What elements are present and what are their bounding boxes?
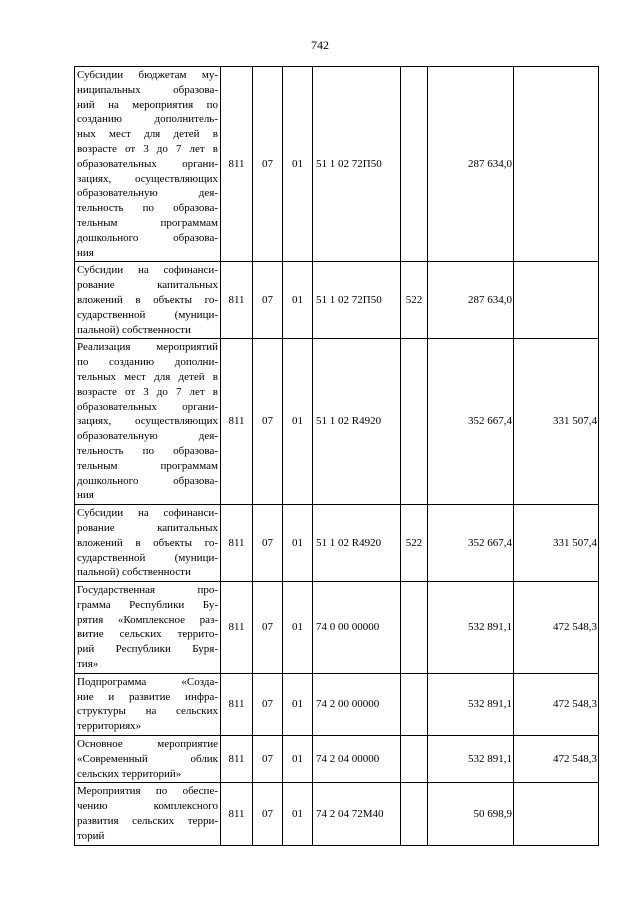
row-name-cell: [75, 339, 221, 505]
subsection-cell: 01: [283, 262, 313, 339]
row-name-line: структуры на сельских: [77, 705, 218, 718]
subsection-cell: 01: [283, 582, 313, 674]
target-article-cell: 74 2 00 00000: [313, 673, 401, 735]
amount-2-cell: 331 507,4: [514, 505, 599, 582]
subsection-cell: 01: [283, 736, 313, 783]
target-article-cell: 51 1 02 R4920: [313, 505, 401, 582]
row-name-line: торий: [77, 829, 105, 842]
section-cell: 07: [253, 67, 283, 262]
amount-2-cell: [514, 67, 599, 262]
grbs-cell: 811: [221, 67, 253, 262]
row-name-line: образовательных органи-: [77, 400, 218, 413]
target-article-cell: 74 2 04 00000: [313, 736, 401, 783]
amount-2-cell: 331 507,4: [514, 339, 599, 505]
grbs-cell: 811: [221, 673, 253, 735]
row-name-cell: [75, 505, 221, 582]
grbs-cell: 811: [221, 339, 253, 505]
amount-2-cell: [514, 262, 599, 339]
row-name-line: вложений в объекты го-: [77, 293, 218, 306]
amount-2-cell: 472 548,3: [514, 673, 599, 735]
row-name-line: ных мест для детей в: [77, 128, 218, 141]
page-number: 742: [311, 38, 329, 52]
amount-1-cell: 287 634,0: [428, 262, 514, 339]
target-article-cell: 51 1 02 72П50: [313, 67, 401, 262]
row-name-line: сельских территорий»: [77, 767, 182, 780]
budget-table: [74, 66, 599, 846]
grbs-cell: 811: [221, 783, 253, 845]
row-name-cell: [75, 262, 221, 339]
subsection-cell: 01: [283, 673, 313, 735]
expense-type-cell: [401, 736, 428, 783]
amount-1-cell: 532 891,1: [428, 673, 514, 735]
row-name-line: Подпрограмма «Созда-: [77, 675, 218, 688]
budget-table-body: [75, 67, 599, 846]
expense-type-cell: [401, 582, 428, 674]
row-name-cell: [75, 582, 221, 674]
expense-type-cell: [401, 783, 428, 845]
section-cell: 07: [253, 505, 283, 582]
row-name-line: пальной) собственности: [77, 323, 191, 336]
target-article-cell: 51 1 02 72П50: [313, 262, 401, 339]
amount-2-cell: 472 548,3: [514, 582, 599, 674]
row-name-line: зациях, осуществляющих: [77, 415, 218, 428]
row-name-line: «Современный облик: [77, 752, 218, 765]
target-article-cell: 74 2 04 72М40: [313, 783, 401, 845]
table-row: [75, 339, 599, 505]
table-row: [75, 783, 599, 845]
table-row: [75, 67, 599, 262]
row-name-line: территориях»: [77, 720, 142, 733]
row-name-line: тельных мест для детей в: [77, 370, 218, 383]
row-name-line: рование капитальных: [77, 521, 218, 534]
table-row: [75, 262, 599, 339]
grbs-cell: 811: [221, 582, 253, 674]
table-row: [75, 505, 599, 582]
row-name-line: рование капитальных: [77, 279, 218, 292]
section-cell: 07: [253, 339, 283, 505]
section-cell: 07: [253, 262, 283, 339]
row-name-line: возрасте от 3 до 7 лет в: [77, 142, 218, 155]
expense-type-cell: [401, 67, 428, 262]
row-name-line: зациях, осуществляющих: [77, 172, 218, 185]
row-name-line: грамма Республики Бу-: [77, 598, 218, 611]
amount-1-cell: 352 667,4: [428, 505, 514, 582]
grbs-cell: 811: [221, 262, 253, 339]
row-name-line: рятия «Комплексное раз-: [77, 613, 218, 626]
row-name-line: возрасте от 3 до 7 лет в: [77, 385, 218, 398]
row-name-line: ния: [77, 246, 94, 259]
amount-1-cell: 532 891,1: [428, 736, 514, 783]
row-name-line: Основное мероприятие: [77, 738, 218, 751]
table-row: [75, 736, 599, 783]
row-name-line: Субсидии на софинанси-: [77, 507, 218, 520]
row-name-cell: [75, 736, 221, 783]
row-name-line: Мероприятия по обеспе-: [77, 785, 218, 798]
amount-2-cell: 472 548,3: [514, 736, 599, 783]
row-name-line: по созданию дополни-: [77, 356, 218, 369]
row-name-line: образовательных органи-: [77, 157, 218, 170]
row-name-line: Реализация мероприятий: [77, 341, 218, 354]
expense-type-cell: [401, 673, 428, 735]
row-name-line: тельность по образова-: [77, 202, 218, 215]
expense-type-cell: [401, 339, 428, 505]
row-name-cell: [75, 673, 221, 735]
section-cell: 07: [253, 673, 283, 735]
subsection-cell: 01: [283, 505, 313, 582]
row-name-line: ний на мероприятия по: [77, 98, 218, 111]
row-name-line: образовательную дея-: [77, 430, 218, 443]
amount-1-cell: 287 634,0: [428, 67, 514, 262]
row-name-line: тельность по образова-: [77, 444, 218, 457]
row-name-line: ние и развитие инфра-: [77, 690, 218, 703]
amount-1-cell: 532 891,1: [428, 582, 514, 674]
amount-1-cell: 352 667,4: [428, 339, 514, 505]
row-name-line: сударственной (муници-: [77, 551, 218, 564]
row-name-line: ниципальных образова-: [77, 83, 218, 96]
expense-type-cell: 522: [401, 505, 428, 582]
row-name-line: дошкольного образова-: [77, 231, 218, 244]
row-name-cell: [75, 783, 221, 845]
row-name-line: развития сельских терри-: [77, 815, 218, 828]
row-name-line: дошкольного образова-: [77, 474, 218, 487]
section-cell: 07: [253, 582, 283, 674]
row-name-line: тия»: [77, 658, 99, 671]
table-row: [75, 673, 599, 735]
target-article-cell: 51 1 02 R4920: [313, 339, 401, 505]
subsection-cell: 01: [283, 339, 313, 505]
row-name-line: Государственная про-: [77, 584, 218, 597]
row-name-line: ния: [77, 489, 94, 502]
row-name-line: сударственной (муници-: [77, 308, 218, 321]
grbs-cell: 811: [221, 505, 253, 582]
subsection-cell: 01: [283, 67, 313, 262]
row-name-line: образовательную дея-: [77, 187, 218, 200]
expense-type-cell: 522: [401, 262, 428, 339]
row-name-line: витие сельских террито-: [77, 628, 218, 641]
table-row: [75, 582, 599, 674]
row-name-line: пальной) собственности: [77, 566, 191, 579]
amount-1-cell: 50 698,9: [428, 783, 514, 845]
subsection-cell: 01: [283, 783, 313, 845]
row-name-line: Субсидии на софинанси-: [77, 264, 218, 277]
grbs-cell: 811: [221, 736, 253, 783]
row-name-line: Субсидии бюджетам му-: [77, 69, 218, 81]
row-name-line: тельным программам: [77, 459, 218, 472]
section-cell: 07: [253, 736, 283, 783]
row-name-line: созданию дополнитель-: [77, 113, 218, 126]
row-name-line: чению комплексного: [77, 800, 218, 813]
target-article-cell: 74 0 00 00000: [313, 582, 401, 674]
amount-2-cell: [514, 783, 599, 845]
row-name-line: рий Республики Буря-: [77, 643, 218, 656]
section-cell: 07: [253, 783, 283, 845]
row-name-cell: [75, 67, 221, 262]
row-name-line: вложений в объекты го-: [77, 536, 218, 549]
row-name-line: тельным программам: [77, 216, 218, 229]
